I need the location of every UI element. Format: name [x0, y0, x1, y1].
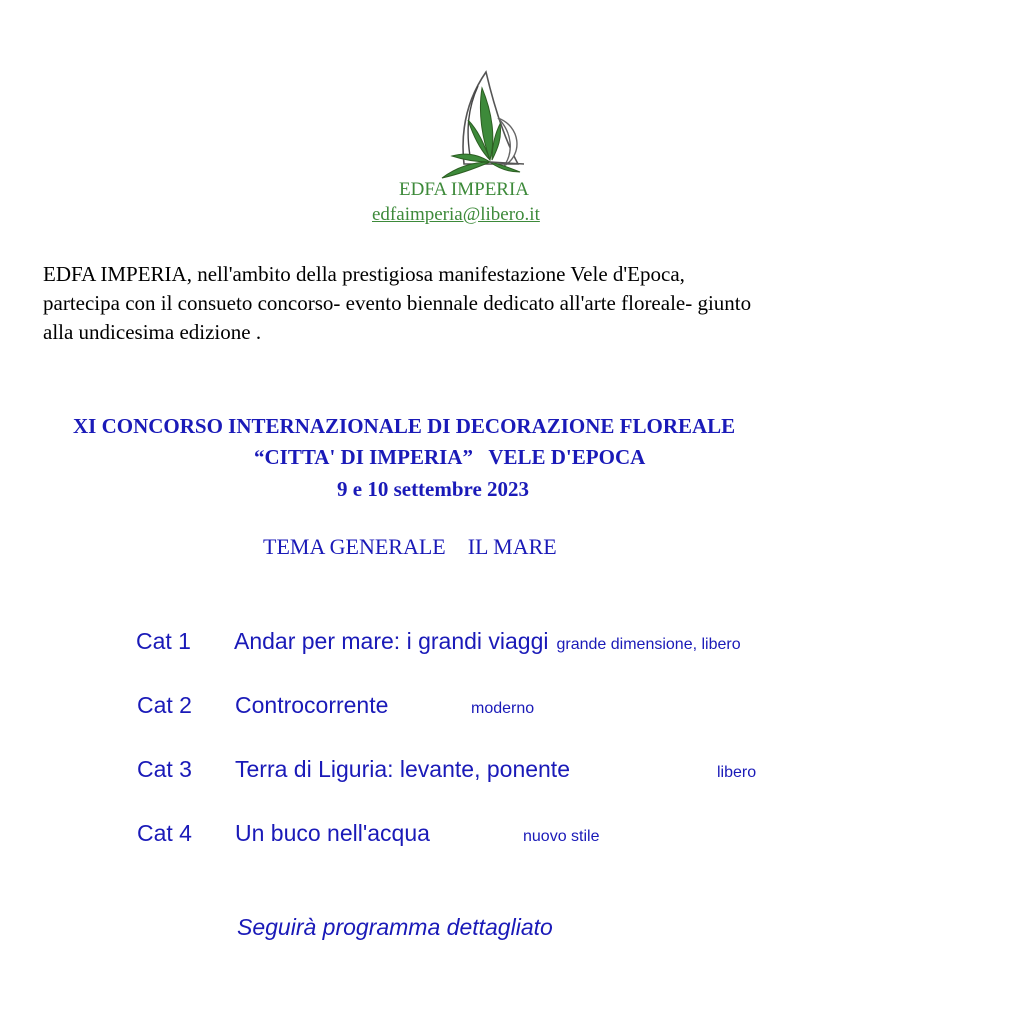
category-code: Cat 2	[137, 692, 192, 718]
intro-line-2: partecipa con il consueto concorso- evento biennale dedicato all'arte floreale- giunto	[43, 291, 752, 315]
category-item	[137, 820, 600, 847]
category-item	[137, 756, 756, 783]
contest-title-line-1: XI CONCORSO INTERNAZIONALE DI DECORAZIONE FLOREALE	[73, 414, 736, 438]
org-name: EDFA IMPERIA	[399, 179, 530, 200]
intro-line-1: EDFA IMPERIA, nell'ambito della prestigiosa manifestazione Vele d'Epoca,	[43, 262, 685, 286]
sail-leaf-logo-icon	[438, 68, 528, 180]
category-style: libero	[717, 764, 757, 781]
category-style: nuovo stile	[523, 828, 600, 845]
intro-line-3: alla undicesima edizione .	[43, 320, 262, 344]
category-code: Cat 3	[137, 756, 192, 782]
category-code: Cat 1	[136, 628, 191, 654]
category-style: moderno	[471, 700, 535, 717]
category-title: Controcorrente	[235, 692, 389, 718]
program-note: Seguirà programma dettagliato	[237, 914, 553, 940]
contest-dates: 9 e 10 settembre 2023	[337, 477, 530, 501]
email-link[interactable]: edfaimperia@libero.it	[372, 204, 540, 225]
contest-title-line-2: “CITTA' DI IMPERIA” VELE D'EPOCA	[254, 445, 646, 469]
category-code: Cat 4	[137, 820, 192, 846]
category-title: Andar per mare: i grandi viaggi	[234, 628, 549, 654]
category-item	[137, 692, 534, 719]
general-theme: TEMA GENERALE IL MARE	[263, 534, 557, 559]
category-title: Terra di Liguria: levante, ponente	[235, 756, 570, 782]
category-style: grande dimensione, libero	[556, 636, 741, 653]
intro-paragraph	[43, 260, 973, 347]
category-item	[136, 628, 741, 655]
category-title: Un buco nell'acqua	[235, 820, 430, 846]
